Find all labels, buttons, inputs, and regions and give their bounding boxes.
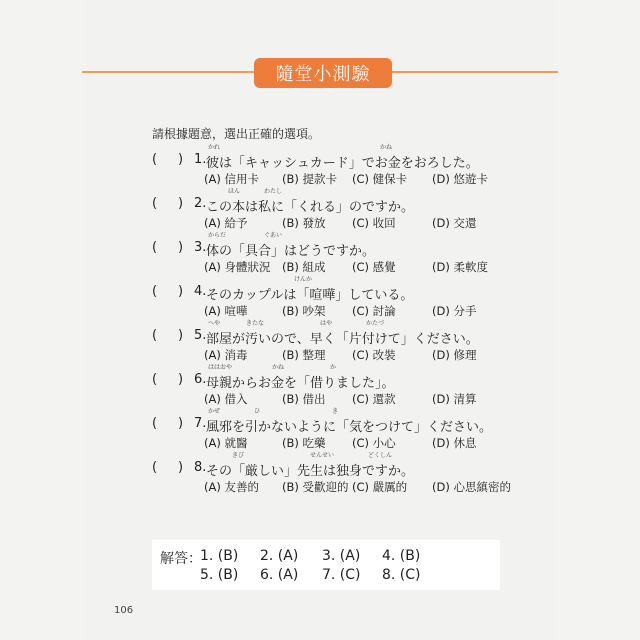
answer-blank-close: ) [178,240,184,255]
option-a: (A) 借入 [204,392,248,406]
furigana: かね [272,364,285,371]
question-line [152,364,572,391]
answer-item: 8. (C) [382,567,421,583]
answer-item: 6. (A) [260,567,299,583]
option-b: (B) 發放 [282,216,326,230]
option-a: (A) 消毒 [204,348,248,362]
question-item [152,232,572,277]
answer-blank-open: ( [152,196,158,211]
section-title [254,58,392,88]
answer-blank-close: ) [178,152,184,167]
question-line [152,452,572,479]
answer-blank-close: ) [178,416,184,431]
furigana: かれ [208,144,221,151]
furigana: へや [208,320,221,327]
option-a: (A) 友善的 [204,480,259,494]
furigana: か [330,364,337,371]
option-a: (A) 身體狀況 [204,260,271,274]
furigana: かね [380,144,393,151]
instruction: 請根據題意，選出正確的選項。 [152,127,321,141]
answer-blank-open: ( [152,372,158,387]
option-c: (C) 還款 [352,392,396,406]
question-item [152,144,572,189]
question-line [152,276,572,303]
answer-blank-open: ( [152,460,158,475]
furigana: からだ [208,232,227,239]
furigana: せんせい [310,452,335,459]
option-c: (C) 改裝 [352,348,396,362]
question-number: 7. [194,416,207,431]
option-d: (D) 清算 [432,392,477,406]
question-stem: 風邪を引かないように「気をつけて」ください。 [206,420,493,435]
option-row [152,435,572,453]
furigana: はや [320,320,333,327]
question-item [152,188,572,233]
question-item [152,276,572,321]
answer-box [152,540,500,590]
option-a: (A) 給予 [204,216,248,230]
furigana: どくしん [368,452,393,459]
question-number: 6. [194,372,207,387]
option-row [152,479,572,497]
question-number: 8. [194,460,207,475]
option-d: (D) 交還 [432,216,477,230]
furigana: ほん [228,188,241,195]
option-b: (B) 吃藥 [282,436,326,450]
title-rule-right [392,71,558,73]
option-b: (B) 組成 [282,260,326,274]
option-row [152,259,572,277]
question-stem: その「厳しい」先生は独身ですか。 [206,464,415,479]
option-d: (D) 分手 [432,304,477,318]
option-c: (C) 收回 [352,216,396,230]
answer-item: 5. (B) [200,567,239,583]
answer-blank-close: ) [178,460,184,475]
furigana: けんか [294,276,313,283]
option-a: (A) 就醫 [204,436,248,450]
furigana: かぜ [208,408,221,415]
question-number: 4. [194,284,207,299]
option-b: (B) 受歡迎的 [282,480,349,494]
furigana: わたし [264,188,283,195]
question-line [152,408,572,435]
question-stem: そのカップルは「喧嘩」している。 [206,288,414,303]
question-number: 5. [194,328,207,343]
question-stem: 母親からお金を「借りました」。 [206,376,395,391]
answer-item: 2. (A) [260,548,299,564]
option-d: (D) 休息 [432,436,477,450]
furigana: きび [232,452,245,459]
answer-item: 1. (B) [200,548,239,564]
furigana: きたな [246,320,265,327]
answer-blank-close: ) [178,328,184,343]
furigana: き [332,408,339,415]
option-a: (A) 信用卡 [204,172,259,186]
option-b: (B) 整理 [282,348,326,362]
question-item [152,452,572,497]
furigana: かたづ [366,320,385,327]
question-item [152,320,572,365]
option-d: (D) 悠遊卡 [432,172,488,186]
answer-blank-open: ( [152,328,158,343]
question-number: 1. [194,152,207,167]
option-c: (C) 小心 [352,436,396,450]
answer-blank-open: ( [152,240,158,255]
question-stem: この本は私に「くれる」のですか。 [206,200,415,215]
option-c: (C) 感覺 [352,260,396,274]
option-c: (C) 討論 [352,304,396,318]
question-line [152,144,572,171]
question-line [152,320,572,347]
answer-blank-open: ( [152,416,158,431]
question-item [152,408,572,453]
question-item [152,364,572,409]
answer-blank-open: ( [152,284,158,299]
option-d: (D) 心思縝密的 [432,480,511,494]
answer-item: 7. (C) [322,567,361,583]
answer-label: 解答： [160,551,202,567]
option-b: (B) 吵架 [282,304,326,318]
question-stem: 体の「具合」はどうですか。 [206,244,376,259]
question-line [152,188,572,215]
option-a: (A) 喧嘩 [204,304,248,318]
option-d: (D) 柔軟度 [432,260,488,274]
furigana: ひ [254,408,261,415]
option-b: (B) 提款卡 [282,172,338,186]
question-stem: 部屋が汚いので、早く「片付けて」ください。 [206,332,479,347]
question-number: 3. [194,240,207,255]
option-c: (C) 嚴厲的 [352,480,408,494]
answer-item: 3. (A) [322,548,361,564]
answer-blank-close: ) [178,196,184,211]
answer-item: 4. (B) [382,548,421,564]
question-number: 2. [194,196,207,211]
furigana: ははおや [208,364,233,371]
answer-blank-close: ) [178,372,184,387]
option-row [152,171,572,189]
question-stem: 彼は「キャッシュカード」でお金をおろした。 [206,156,479,171]
question-line [152,232,572,259]
answer-blank-close: ) [178,284,184,299]
page-number: 106 [114,605,134,616]
option-d: (D) 修理 [432,348,477,362]
furigana: ぐあい [264,232,283,239]
option-c: (C) 健保卡 [352,172,408,186]
title-rule-left [82,71,254,73]
option-b: (B) 借出 [282,392,326,406]
answer-blank-open: ( [152,152,158,167]
section-title-text: 隨堂小測驗 [275,64,371,85]
